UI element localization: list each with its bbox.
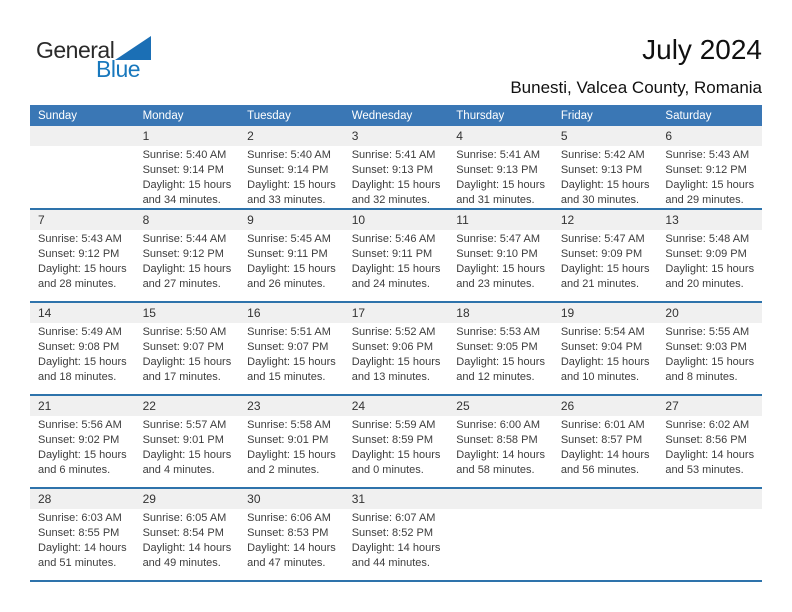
sunrise-line: Sunrise: 5:44 AM [142, 233, 227, 245]
sunrise-line: Sunrise: 5:54 AM [560, 326, 645, 338]
day-number-band [135, 489, 240, 509]
daylight-line: Daylight: 15 hours [351, 356, 441, 368]
daylight-line: Daylight: 15 hours [142, 179, 232, 191]
day-details [553, 509, 658, 511]
daylight-line: Daylight: 15 hours [665, 356, 755, 368]
day-number: 30 [247, 492, 261, 506]
sunrise-line: Sunrise: 5:47 AM [456, 233, 541, 245]
day-number-band [344, 126, 449, 146]
sunset-line: Sunset: 9:09 PM [560, 248, 643, 260]
day-number: 5 [560, 129, 568, 143]
sunrise-line: Sunrise: 5:56 AM [38, 419, 122, 431]
day-details [553, 323, 658, 385]
day-details [657, 230, 762, 292]
daylight-line: Daylight: 15 hours [38, 449, 127, 461]
day-cell-9 [239, 210, 344, 301]
sunrise-line: Sunrise: 5:45 AM [247, 233, 331, 245]
day-details [135, 416, 240, 478]
sunrise-line: Sunrise: 5:47 AM [560, 233, 645, 245]
logo-text-general: General [36, 37, 115, 63]
day-number-band [553, 303, 658, 323]
day-number-band [553, 126, 658, 146]
daylight-line: Daylight: 14 hours [456, 449, 545, 461]
daylight-line: Daylight: 15 hours [665, 263, 755, 275]
day-number: 28 [38, 492, 52, 506]
daylight-line-2: and 49 minutes. [142, 557, 221, 569]
daylight-line-2: and 15 minutes. [247, 371, 326, 383]
day-cell-14 [30, 303, 135, 394]
day-number: 15 [142, 306, 156, 320]
day-number: 18 [456, 306, 470, 320]
day-number-band [239, 396, 344, 416]
day-number-band [448, 210, 553, 230]
day-number-band [448, 396, 553, 416]
daylight-line-2: and 56 minutes. [560, 464, 640, 476]
day-cell-13 [657, 210, 762, 301]
sunrise-line: Sunrise: 5:57 AM [142, 419, 227, 431]
day-cell-27 [657, 396, 762, 487]
sunset-line: Sunset: 8:53 PM [247, 527, 329, 539]
sunrise-line: Sunrise: 5:41 AM [456, 149, 541, 161]
day-number-band [30, 303, 135, 323]
day-details [657, 416, 762, 478]
day-details [30, 509, 135, 571]
daylight-line-2: and 51 minutes. [38, 557, 117, 569]
day-number: 11 [456, 213, 469, 227]
weekday-header-friday: Friday [560, 109, 593, 122]
sunset-line: Sunset: 8:58 PM [456, 434, 538, 446]
day-number-band [30, 396, 135, 416]
daylight-line: Daylight: 15 hours [560, 179, 650, 191]
day-details [448, 509, 553, 511]
day-details [30, 416, 135, 478]
daylight-line-2: and 18 minutes. [38, 371, 117, 383]
empty-day-cell [657, 489, 762, 580]
daylight-line: Daylight: 15 hours [142, 356, 232, 368]
day-number-band [239, 489, 344, 509]
daylight-line: Daylight: 15 hours [38, 356, 127, 368]
day-details [657, 323, 762, 385]
daylight-line-2: and 26 minutes. [247, 278, 326, 290]
day-number-band [135, 396, 240, 416]
day-number-band [553, 396, 658, 416]
day-number-band [135, 303, 240, 323]
day-number: 4 [456, 129, 463, 143]
sunset-line: Sunset: 9:12 PM [665, 164, 747, 176]
daylight-line: Daylight: 14 hours [665, 449, 755, 461]
day-number: 23 [247, 399, 261, 413]
sunset-line: Sunset: 9:13 PM [560, 164, 643, 176]
sunrise-line: Sunrise: 6:02 AM [665, 419, 750, 431]
day-number: 14 [38, 306, 52, 320]
daylight-line-2: and 23 minutes. [456, 278, 535, 290]
day-details [344, 323, 449, 385]
sunset-line: Sunset: 9:04 PM [560, 341, 643, 353]
day-details [135, 146, 240, 208]
sunset-line: Sunset: 9:11 PM [351, 248, 433, 260]
daylight-line: Daylight: 15 hours [247, 179, 336, 191]
day-details [135, 323, 240, 385]
day-number-band [135, 210, 240, 230]
day-cell-21 [30, 396, 135, 487]
daylight-line-2: and 32 minutes. [351, 194, 430, 206]
daylight-line-2: and 34 minutes. [142, 194, 221, 206]
day-number-band [553, 210, 658, 230]
empty-day-cell [553, 489, 658, 580]
sunset-line: Sunset: 9:09 PM [665, 248, 747, 260]
sunrise-line: Sunrise: 5:55 AM [665, 326, 750, 338]
daylight-line-2: and 53 minutes. [665, 464, 744, 476]
day-number-band [448, 303, 553, 323]
day-number: 27 [665, 399, 679, 413]
day-number-band [448, 489, 553, 509]
daylight-line: Daylight: 14 hours [560, 449, 650, 461]
day-details [30, 230, 135, 292]
sunset-line: Sunset: 9:14 PM [142, 164, 224, 176]
day-details [239, 509, 344, 571]
sunset-line: Sunset: 9:06 PM [351, 341, 434, 353]
sunrise-line: Sunrise: 5:50 AM [142, 326, 227, 338]
daylight-line: Daylight: 15 hours [351, 263, 441, 275]
day-number-band [239, 303, 344, 323]
day-cell-5 [553, 126, 658, 208]
day-details [553, 416, 658, 478]
day-details [553, 146, 658, 208]
week-row-5 [30, 487, 762, 580]
week-row-1 [30, 126, 762, 208]
daylight-line: Daylight: 15 hours [456, 356, 545, 368]
sunrise-line: Sunrise: 5:51 AM [247, 326, 331, 338]
day-details [344, 230, 449, 292]
day-cell-3 [344, 126, 449, 208]
day-number: 29 [142, 492, 156, 506]
location-subtitle: Bunesti, Valcea County, Romania [510, 78, 762, 97]
sunrise-line: Sunrise: 5:49 AM [38, 326, 122, 338]
day-number-band [239, 210, 344, 230]
daylight-line-2: and 12 minutes. [456, 371, 535, 383]
day-cell-19 [553, 303, 658, 394]
daylight-line-2: and 27 minutes. [142, 278, 221, 290]
weekday-header-tuesday: Tuesday [247, 109, 291, 122]
weekday-header-monday: Monday [142, 109, 184, 122]
day-number: 7 [38, 213, 45, 227]
day-cell-10 [344, 210, 449, 301]
day-number-band [30, 126, 135, 146]
daylight-line: Daylight: 15 hours [142, 263, 232, 275]
day-cell-15 [135, 303, 240, 394]
sunset-line: Sunset: 9:12 PM [38, 248, 120, 260]
daylight-line-2: and 0 minutes. [351, 464, 424, 476]
general-blue-logo [36, 36, 166, 81]
day-number-band [30, 489, 135, 509]
sunset-line: Sunset: 9:12 PM [142, 248, 224, 260]
day-details [239, 416, 344, 478]
weekday-header-thursday: Thursday [456, 109, 505, 122]
day-details [135, 230, 240, 292]
sunset-line: Sunset: 9:10 PM [456, 248, 538, 260]
daylight-line-2: and 13 minutes. [351, 371, 430, 383]
sunset-line: Sunset: 9:07 PM [247, 341, 329, 353]
day-number-band [344, 210, 449, 230]
daylight-line-2: and 20 minutes. [665, 278, 744, 290]
day-details [553, 230, 658, 292]
day-details [30, 323, 135, 385]
day-cell-16 [239, 303, 344, 394]
day-number-band [657, 303, 762, 323]
day-number: 25 [456, 399, 470, 413]
weekday-header-wednesday: Wednesday [351, 109, 413, 122]
sunrise-line: Sunrise: 5:40 AM [142, 149, 227, 161]
daylight-line-2: and 58 minutes. [456, 464, 535, 476]
daylight-line-2: and 6 minutes. [38, 464, 111, 476]
day-number-band [30, 210, 135, 230]
sunrise-line: Sunrise: 5:43 AM [665, 149, 750, 161]
daylight-line: Daylight: 15 hours [456, 179, 545, 191]
day-details [448, 416, 553, 478]
day-details [657, 509, 762, 511]
day-number-band [344, 489, 449, 509]
empty-day-cell [30, 126, 135, 208]
daylight-line-2: and 10 minutes. [560, 371, 640, 383]
sunset-line: Sunset: 9:05 PM [456, 341, 538, 353]
day-cell-20 [657, 303, 762, 394]
daylight-line: Daylight: 15 hours [142, 449, 232, 461]
sunrise-line: Sunrise: 6:03 AM [38, 512, 122, 524]
day-cell-6 [657, 126, 762, 208]
day-number: 22 [142, 399, 156, 413]
day-number: 24 [351, 399, 366, 413]
day-cell-4 [448, 126, 553, 208]
day-number-band [344, 303, 449, 323]
sunset-line: Sunset: 8:55 PM [38, 527, 120, 539]
day-number: 26 [560, 399, 575, 413]
day-cell-17 [344, 303, 449, 394]
day-number: 19 [560, 306, 575, 320]
sunset-line: Sunset: 9:13 PM [351, 164, 434, 176]
daylight-line: Daylight: 14 hours [38, 542, 127, 554]
day-number-band [553, 489, 658, 509]
daylight-line-2: and 28 minutes. [38, 278, 117, 290]
daylight-line-2: and 21 minutes. [560, 278, 640, 290]
weekday-header-row [30, 105, 762, 126]
sunrise-line: Sunrise: 6:01 AM [560, 419, 645, 431]
day-cell-23 [239, 396, 344, 487]
daylight-line: Daylight: 15 hours [351, 179, 441, 191]
day-cell-28 [30, 489, 135, 580]
day-number: 21 [38, 399, 52, 413]
sunrise-line: Sunrise: 5:52 AM [351, 326, 436, 338]
week-row-2 [30, 208, 762, 301]
day-number: 6 [665, 129, 673, 143]
day-cell-25 [448, 396, 553, 487]
day-cell-30 [239, 489, 344, 580]
day-details [239, 146, 344, 208]
daylight-line: Daylight: 14 hours [247, 542, 336, 554]
day-number-band [344, 396, 449, 416]
day-number: 10 [351, 213, 366, 227]
sunset-line: Sunset: 9:02 PM [38, 434, 120, 446]
day-number: 9 [247, 213, 254, 227]
day-number-band [239, 126, 344, 146]
daylight-line-2: and 30 minutes. [560, 194, 640, 206]
day-number-band [657, 210, 762, 230]
daylight-line-2: and 29 minutes. [665, 194, 744, 206]
day-details [344, 416, 449, 478]
sunrise-line: Sunrise: 5:59 AM [351, 419, 436, 431]
sunset-line: Sunset: 8:56 PM [665, 434, 747, 446]
sunset-line: Sunset: 8:59 PM [351, 434, 434, 446]
day-number: 20 [665, 306, 679, 320]
daylight-line-2: and 17 minutes. [142, 371, 221, 383]
daylight-line: Daylight: 15 hours [247, 263, 336, 275]
sunrise-line: Sunrise: 5:40 AM [247, 149, 331, 161]
day-details [239, 230, 344, 292]
day-number-band [135, 126, 240, 146]
day-details [239, 323, 344, 385]
daylight-line: Daylight: 15 hours [456, 263, 545, 275]
day-number: 2 [247, 129, 254, 143]
week-row-4 [30, 394, 762, 487]
sunset-line: Sunset: 9:01 PM [142, 434, 224, 446]
day-details [344, 146, 449, 208]
day-cell-29 [135, 489, 240, 580]
daylight-line-2: and 47 minutes. [247, 557, 326, 569]
day-cell-26 [553, 396, 658, 487]
sunrise-line: Sunrise: 5:46 AM [351, 233, 436, 245]
daylight-line: Daylight: 15 hours [247, 356, 336, 368]
day-details [448, 146, 553, 208]
day-number-band [657, 126, 762, 146]
weekday-header-saturday: Saturday [665, 109, 712, 122]
day-cell-31 [344, 489, 449, 580]
daylight-line-2: and 33 minutes. [247, 194, 326, 206]
sunset-line: Sunset: 9:08 PM [38, 341, 120, 353]
day-number: 16 [247, 306, 261, 320]
logo-text-blue: Blue [96, 56, 141, 82]
sunrise-line: Sunrise: 6:05 AM [142, 512, 227, 524]
sunrise-line: Sunrise: 6:00 AM [456, 419, 541, 431]
daylight-line-2: and 2 minutes. [247, 464, 320, 476]
weekday-header-sunday: Sunday [38, 109, 78, 122]
day-cell-8 [135, 210, 240, 301]
day-number: 8 [142, 213, 150, 227]
daylight-line: Daylight: 15 hours [351, 449, 441, 461]
sunset-line: Sunset: 9:07 PM [142, 341, 224, 353]
daylight-line: Daylight: 14 hours [142, 542, 232, 554]
day-number: 12 [560, 213, 575, 227]
sunset-line: Sunset: 9:03 PM [665, 341, 747, 353]
sunset-line: Sunset: 8:57 PM [560, 434, 643, 446]
sunset-line: Sunset: 9:01 PM [247, 434, 329, 446]
sunset-line: Sunset: 9:13 PM [456, 164, 538, 176]
day-number-band [448, 126, 553, 146]
day-cell-7 [30, 210, 135, 301]
sunrise-line: Sunrise: 5:42 AM [560, 149, 645, 161]
sunrise-line: Sunrise: 5:58 AM [247, 419, 331, 431]
day-number: 1 [142, 129, 150, 143]
day-cell-12 [553, 210, 658, 301]
daylight-line-2: and 8 minutes. [665, 371, 738, 383]
day-cell-22 [135, 396, 240, 487]
daylight-line-2: and 24 minutes. [351, 278, 430, 290]
sunrise-line: Sunrise: 6:07 AM [351, 512, 436, 524]
day-number: 17 [351, 306, 366, 320]
daylight-line: Daylight: 15 hours [560, 356, 650, 368]
day-cell-18 [448, 303, 553, 394]
sunset-line: Sunset: 9:14 PM [247, 164, 329, 176]
calendar-table [30, 105, 762, 582]
sunrise-line: Sunrise: 5:41 AM [351, 149, 436, 161]
day-number-band [657, 489, 762, 509]
sunset-line: Sunset: 8:52 PM [351, 527, 434, 539]
day-details [30, 146, 135, 148]
day-details [344, 509, 449, 571]
day-cell-2 [239, 126, 344, 208]
week-row-3 [30, 301, 762, 394]
daylight-line: Daylight: 15 hours [38, 263, 127, 275]
day-number: 13 [665, 213, 679, 227]
day-number: 31 [351, 492, 366, 506]
sunrise-line: Sunrise: 5:43 AM [38, 233, 122, 245]
day-cell-1 [135, 126, 240, 208]
day-details [135, 509, 240, 571]
daylight-line: Daylight: 15 hours [560, 263, 650, 275]
sunset-line: Sunset: 9:11 PM [247, 248, 328, 260]
sunrise-line: Sunrise: 5:48 AM [665, 233, 750, 245]
month-title: July 2024 [642, 34, 762, 65]
calendar-grid [30, 126, 762, 580]
day-details [448, 323, 553, 385]
daylight-line: Daylight: 15 hours [247, 449, 336, 461]
sunset-line: Sunset: 8:54 PM [142, 527, 224, 539]
day-cell-24 [344, 396, 449, 487]
daylight-line-2: and 44 minutes. [351, 557, 430, 569]
daylight-line-2: and 31 minutes. [456, 194, 535, 206]
day-number: 3 [351, 129, 359, 143]
sunrise-line: Sunrise: 5:53 AM [456, 326, 541, 338]
sunrise-line: Sunrise: 6:06 AM [247, 512, 331, 524]
day-details [657, 146, 762, 208]
daylight-line: Daylight: 15 hours [665, 179, 755, 191]
day-number-band [657, 396, 762, 416]
daylight-line: Daylight: 14 hours [351, 542, 441, 554]
empty-day-cell [448, 489, 553, 580]
daylight-line-2: and 4 minutes. [142, 464, 215, 476]
day-cell-11 [448, 210, 553, 301]
day-details [448, 230, 553, 292]
